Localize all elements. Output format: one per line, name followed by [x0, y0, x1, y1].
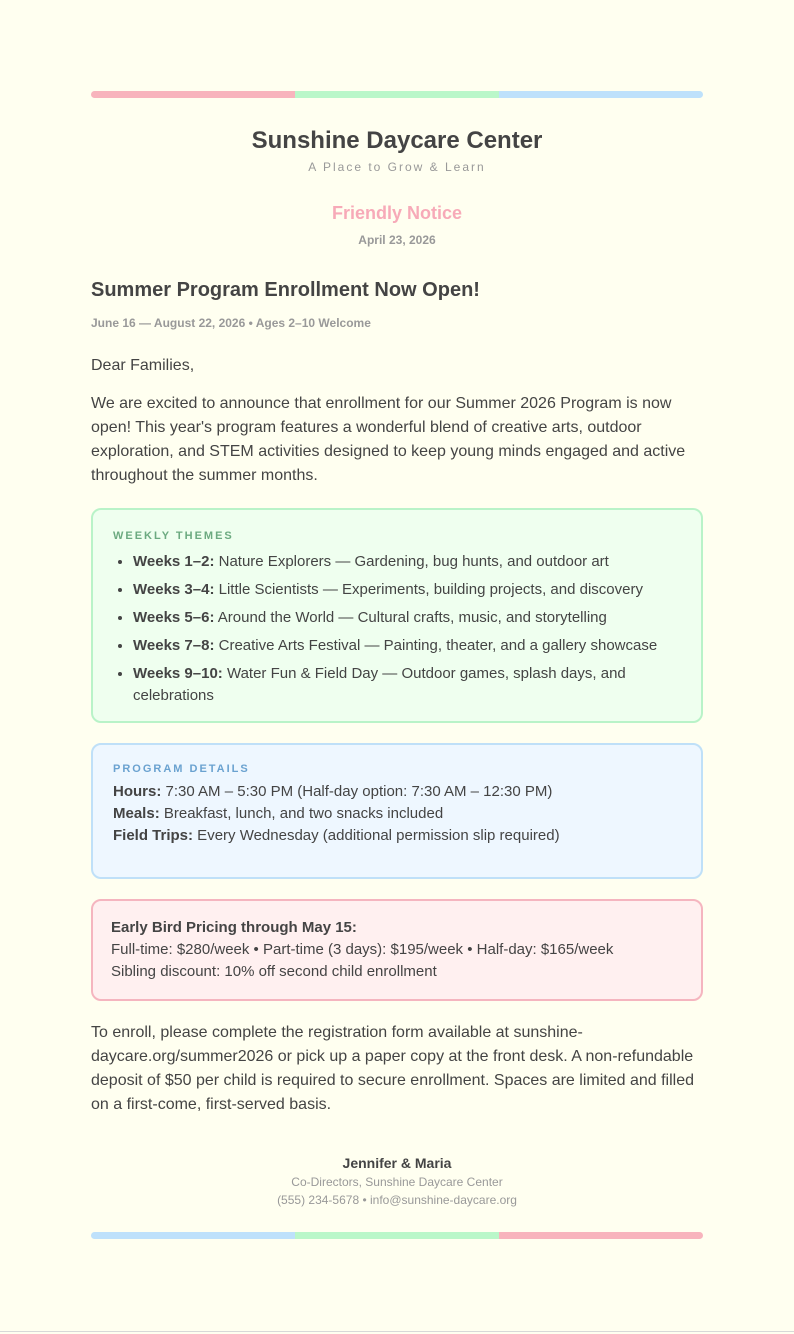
program-details-title: PROGRAM DETAILS: [113, 762, 250, 775]
pricing-lines: [111, 917, 683, 983]
field-trips-value: Every Wednesday (additional permission slip required): [193, 826, 560, 844]
signature-block: [91, 1155, 703, 1207]
hours-line: [113, 781, 681, 803]
letterhead: [91, 127, 703, 247]
program-details-box: [91, 743, 703, 879]
top-color-stripe: [91, 91, 703, 98]
pricing-rates: Full-time: $280/week • Part-time (3 days): $195/week • Half-day: $165/week: [111, 940, 614, 958]
weeks-label: Weeks 5–6:: [133, 608, 215, 626]
list-item: [133, 663, 681, 707]
pricing-box: [91, 899, 703, 1001]
page-edge-divider: [0, 1331, 794, 1332]
weekly-themes-title: WEEKLY THEMES: [113, 529, 234, 542]
weeks-label: Weeks 1–2:: [133, 552, 215, 570]
weeks-label: Weeks 9–10:: [133, 664, 223, 682]
sibling-discount: Sibling discount: 10% off second child enrollment: [111, 962, 437, 980]
meals-value: Breakfast, lunch, and two snacks included: [159, 804, 444, 822]
list-item: [133, 551, 681, 573]
stripe-green: [295, 1232, 499, 1239]
program-details-lines: [113, 781, 681, 847]
weekly-themes-box: [91, 508, 703, 723]
weeks-label: Weeks 3–4:: [133, 580, 215, 598]
bottom-color-stripe: [91, 1232, 703, 1239]
stripe-pink: [91, 91, 295, 98]
stripe-green: [295, 91, 499, 98]
stripe-blue: [91, 1232, 295, 1239]
theme-text: Creative Arts Festival — Painting, theater, and a gallery showcase: [214, 636, 658, 654]
signature-role: Co-Directors, Sunshine Daycare Center: [291, 1174, 503, 1189]
closing-paragraph: To enroll, please complete the registration form available at sunshine-daycare.org/summer2026 or pick up a paper copy at the front desk. A non-refundable deposit of $50 per child is required to secure enrollment. Spaces are limited and filled on a first-come, first-served basis.: [91, 1023, 694, 1113]
stripe-blue: [499, 91, 703, 98]
tagline: A Place to Grow & Learn: [308, 159, 486, 174]
pricing-title: Early Bird Pricing through May 15:: [111, 918, 357, 936]
intro-paragraph: We are excited to announce that enrollment for our Summer 2026 Program is now open! This year's program features a wonderful blend of creative arts, outdoor exploration, and STEM activities designed to keep young minds engaged and active throughout the summer months.: [91, 394, 686, 484]
meals-line: [113, 803, 681, 825]
stripe-pink: [499, 1232, 703, 1239]
theme-text: Nature Explorers — Gardening, bug hunts, and outdoor art: [214, 552, 609, 570]
hours-value: 7:30 AM – 5:30 PM (Half-day option: 7:30 AM – 12:30 PM): [161, 782, 553, 800]
meals-label: Meals:: [113, 804, 160, 822]
weekly-themes-list: [113, 551, 681, 707]
notice-date: April 23, 2026: [358, 232, 436, 247]
notice-document: [91, 91, 703, 1239]
program-dates: June 16 — August 22, 2026 • Ages 2–10 Welcome: [91, 315, 371, 330]
theme-text: Little Scientists — Experiments, building projects, and discovery: [214, 580, 643, 598]
notice-label: Friendly Notice: [331, 202, 463, 223]
list-item: [133, 579, 681, 601]
theme-text: Water Fun & Field Day — Outdoor games, splash days, and celebrations: [133, 664, 626, 704]
weeks-label: Weeks 7–8:: [133, 636, 215, 654]
hours-label: Hours:: [113, 782, 162, 800]
theme-text: Around the World — Cultural crafts, music, and storytelling: [214, 608, 607, 626]
signature-name: Jennifer & Maria: [342, 1154, 452, 1171]
field-trips-line: [113, 825, 681, 847]
headline: Summer Program Enrollment Now Open!: [91, 278, 480, 301]
greeting: Dear Families,: [91, 356, 195, 374]
field-trips-label: Field Trips:: [113, 826, 194, 844]
signature-contact: (555) 234-5678 • info@sunshine-daycare.org: [277, 1192, 517, 1207]
list-item: [133, 635, 681, 657]
list-item: [133, 607, 681, 629]
org-name: Sunshine Daycare Center: [251, 127, 543, 154]
